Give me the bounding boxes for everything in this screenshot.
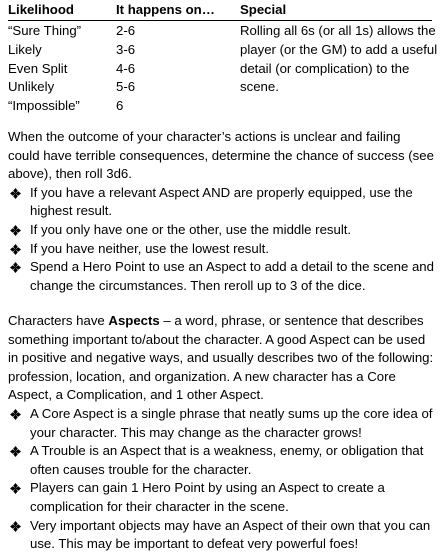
- header-happens-on: It happens on…: [116, 2, 215, 17]
- dice-rules-intro: When the outcome of your character’s actions is unclear and failing could have terrible consequences, determine the chance of success (see above), then roll 3d6.: [8, 129, 434, 182]
- roll-cell: 3-6: [116, 41, 136, 57]
- likelihood-cell: Likely: [8, 41, 42, 57]
- likelihood-cell: “Sure Thing”: [8, 23, 82, 38]
- list-item-text: Spend a Hero Point to use an Aspect to add a detail to the scene and change the circumstances. Then reroll up to 3 of the dice.: [30, 259, 434, 293]
- likelihood-cell: Unlikely: [8, 79, 55, 95]
- table-row: [8, 96, 228, 115]
- aspects-term: Aspects: [108, 313, 160, 328]
- list-item: [8, 442, 434, 479]
- list-item-text: Players can gain 1 Hero Point by using an Aspect to create a complication for their character in the scene.: [30, 480, 385, 514]
- likelihood-cell: Even Split: [8, 60, 68, 76]
- list-item-text: If you have a relevant Aspect AND are properly equipped, use the highest result.: [30, 184, 413, 219]
- header-likelihood: Likelihood: [8, 2, 74, 17]
- likelihood-cell: “Impossible”: [8, 98, 80, 114]
- table-row: [8, 21, 228, 40]
- four-diamond-bullet-icon: [10, 244, 21, 255]
- list-item-text: If you have neither, use the lowest result.: [30, 240, 269, 256]
- aspects-list: [8, 405, 434, 554]
- list-item: [8, 184, 434, 221]
- aspects-intro: [8, 312, 434, 405]
- list-item-text: If you only have one or the other, use the middle result.: [30, 221, 352, 237]
- likelihood-table: [8, 0, 438, 120]
- four-diamond-bullet-icon: [10, 521, 21, 532]
- four-diamond-bullet-icon: [10, 262, 21, 273]
- four-diamond-bullet-icon: [10, 225, 21, 236]
- table-row: [8, 40, 228, 59]
- list-item: [8, 517, 434, 554]
- aspects-intro-rest: – a word, phrase, or sentence that describes something important to/about the character. A good Aspect can be used in positive and negative ways, and usually describes two of the following: profession, location, and organization. A new character has a Core Aspect, a Complication, and 1 other Aspect.: [8, 313, 434, 403]
- list-item-text: Very important objects may have an Aspect of their own that you can use. This may be important to defeat very powerful foes!: [30, 517, 431, 552]
- table-row: [8, 77, 228, 96]
- list-item: [8, 221, 434, 240]
- table-row: [8, 59, 228, 78]
- roll-cell: 6: [116, 98, 124, 114]
- list-item-text: A Trouble is an Aspect that is a weakness, enemy, or obligation that often causes trouble for the character.: [30, 443, 424, 477]
- aspects-section: [8, 312, 434, 554]
- four-diamond-bullet-icon: [10, 446, 21, 457]
- list-item: [8, 405, 434, 442]
- list-item-text: A Core Aspect is a single phrase that neatly sums up the core idea of your character. This may change as the character grows!: [30, 405, 433, 440]
- aspects-intro-lead: Characters have: [8, 313, 109, 328]
- four-diamond-bullet-icon: [10, 188, 21, 199]
- table-rows: [8, 21, 228, 115]
- dice-rules-section: [8, 128, 434, 295]
- four-diamond-bullet-icon: [10, 483, 21, 494]
- header-special: Special: [240, 2, 287, 17]
- roll-cell: 2-6: [116, 23, 136, 38]
- special-cell: Rolling all 6s (or all 1s) allows the player (or the GM) to add a useful detail (or complication) to the scene.: [240, 23, 438, 95]
- list-item: [8, 258, 434, 295]
- four-diamond-bullet-icon: [10, 409, 21, 420]
- table-header: [8, 0, 432, 21]
- list-item: [8, 479, 434, 516]
- roll-cell: 5-6: [116, 79, 136, 95]
- roll-cell: 4-6: [116, 60, 136, 76]
- list-item: [8, 240, 434, 259]
- dice-rules-list: [8, 184, 434, 296]
